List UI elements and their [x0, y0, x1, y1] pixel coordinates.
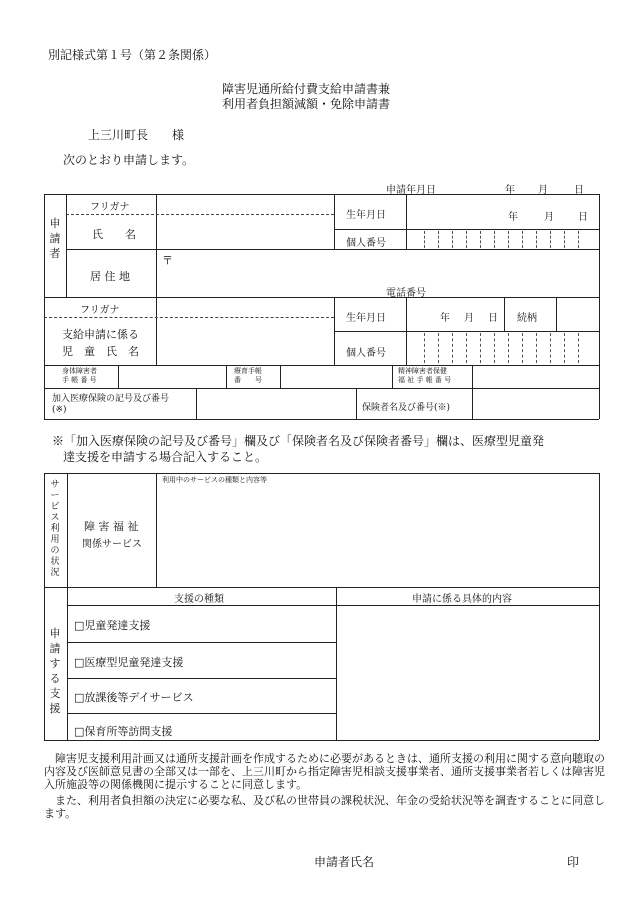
addressee: 上三川町長 様 [88, 128, 185, 142]
applicant-name-label: 氏 名 [92, 228, 136, 241]
applicant-signature-label: 申請者氏名 [314, 855, 375, 869]
insurance-label-line2: (※) [52, 405, 67, 415]
applicant-birthdate-label: 生年月日 [346, 210, 386, 221]
application-section-label: 申請する支援 [49, 627, 61, 715]
applicant-address-label: 居 住 地 [90, 270, 130, 283]
consent-paragraph-1: 障害児支援利用計画又は通所支援計画を作成するために必要があるときは、通所支援の利用に関する意向聴取の内容及び医師意見書の全部又は一部を、上三川町から指定障害児相談支援事業者、通所支援事業者若しくは障害児入所施設等の関係機関に提示することに同意します。 [44, 752, 605, 791]
form-title-line1: 障害児通所給付費支給申請書兼 [222, 82, 391, 96]
consent-paragraph-2: また、利用者負担額の決定に必要な私、及び私の世帯員の課税状況、年金の受給状況等を調査することに同意します。 [44, 794, 605, 820]
physical-handbook-label-line1: 身体障害者 [62, 367, 97, 375]
applicant-furigana-label: フリガナ [90, 202, 130, 213]
form-title-line2: 利用者負担額減額・免除申請書 [222, 97, 391, 111]
application-date-label: 申請年月日 [386, 185, 436, 196]
child-relationship-label: 続柄 [517, 313, 537, 324]
support-type-header: 支援の種類 [174, 594, 224, 605]
mental-handbook-label-line2: 福 祉 手 帳 番 号 [398, 376, 452, 384]
application-date-year: 年 [505, 185, 515, 196]
request-detail-header: 申請に係る具体的内容 [412, 594, 512, 605]
ryoiku-handbook-label-line1: 療育手帳 [234, 367, 262, 375]
service-status-section-label: サービス利用の状況 [50, 480, 60, 578]
insurer-label: 保険者名及び番号(※) [362, 403, 451, 413]
physical-handbook-label-line2: 手 帳 番 号 [62, 376, 97, 384]
service-content-label: 利用中のサービスの種類と内容等 [162, 476, 267, 484]
applicant-individual-number-label: 個人番号 [346, 238, 386, 249]
child-birthdate-label: 生年月日 [346, 313, 386, 324]
child-name-label-line1: 支給申請に係る [62, 328, 139, 341]
option-jido-hattatsu[interactable]: □児童発達支援 [74, 619, 151, 632]
intro-text: 次のとおり申請します。 [63, 153, 195, 167]
child-name-label-line2: 児 童 氏 名 [62, 345, 139, 358]
child-individual-number-label: 個人番号 [346, 348, 386, 359]
child-birth-year: 年 [440, 313, 450, 324]
application-date-day: 日 [574, 185, 584, 196]
child-furigana-label: フリガナ [80, 305, 120, 316]
postal-mark: 〒 [162, 254, 173, 267]
option-hoikusho-houmon[interactable]: □保育所等訪問支援 [74, 725, 173, 738]
applicant-section-label: 申請者 [49, 217, 61, 260]
child-birth-month: 月 [464, 313, 474, 324]
insurance-label-line1: 加入医療保険の記号及び番号 [52, 394, 170, 404]
application-date-month: 月 [538, 185, 548, 196]
child-birth-day: 日 [488, 313, 498, 324]
service-category-line2: 関係サービス [82, 539, 142, 550]
note-line1: ※「加入医療保険の記号及び番号」欄及び「保険者名及び保険者番号」欄は、医療型児童発 [52, 434, 545, 448]
applicant-birth-month: 月 [544, 212, 554, 223]
mental-handbook-label-line1: 精神障害者保健 [398, 367, 447, 375]
applicant-birth-year: 年 [508, 212, 518, 223]
option-iryo-jido-hattatsu[interactable]: □医療型児童発達支援 [74, 656, 184, 669]
ryoiku-handbook-label-line2: 番 号 [234, 376, 262, 384]
service-category-line1: 障 害 福 祉 [84, 520, 139, 533]
note-line2: 達支援を申請する場合記入すること。 [63, 450, 268, 464]
option-houkago-day[interactable]: □放課後等デイサービス [74, 691, 194, 704]
applicant-birth-day: 日 [578, 212, 588, 223]
seal-mark: 印 [567, 855, 580, 869]
applicant-phone-label: 電話番号 [386, 288, 426, 299]
form-number: 別記様式第１号（第２条関係） [48, 48, 217, 62]
